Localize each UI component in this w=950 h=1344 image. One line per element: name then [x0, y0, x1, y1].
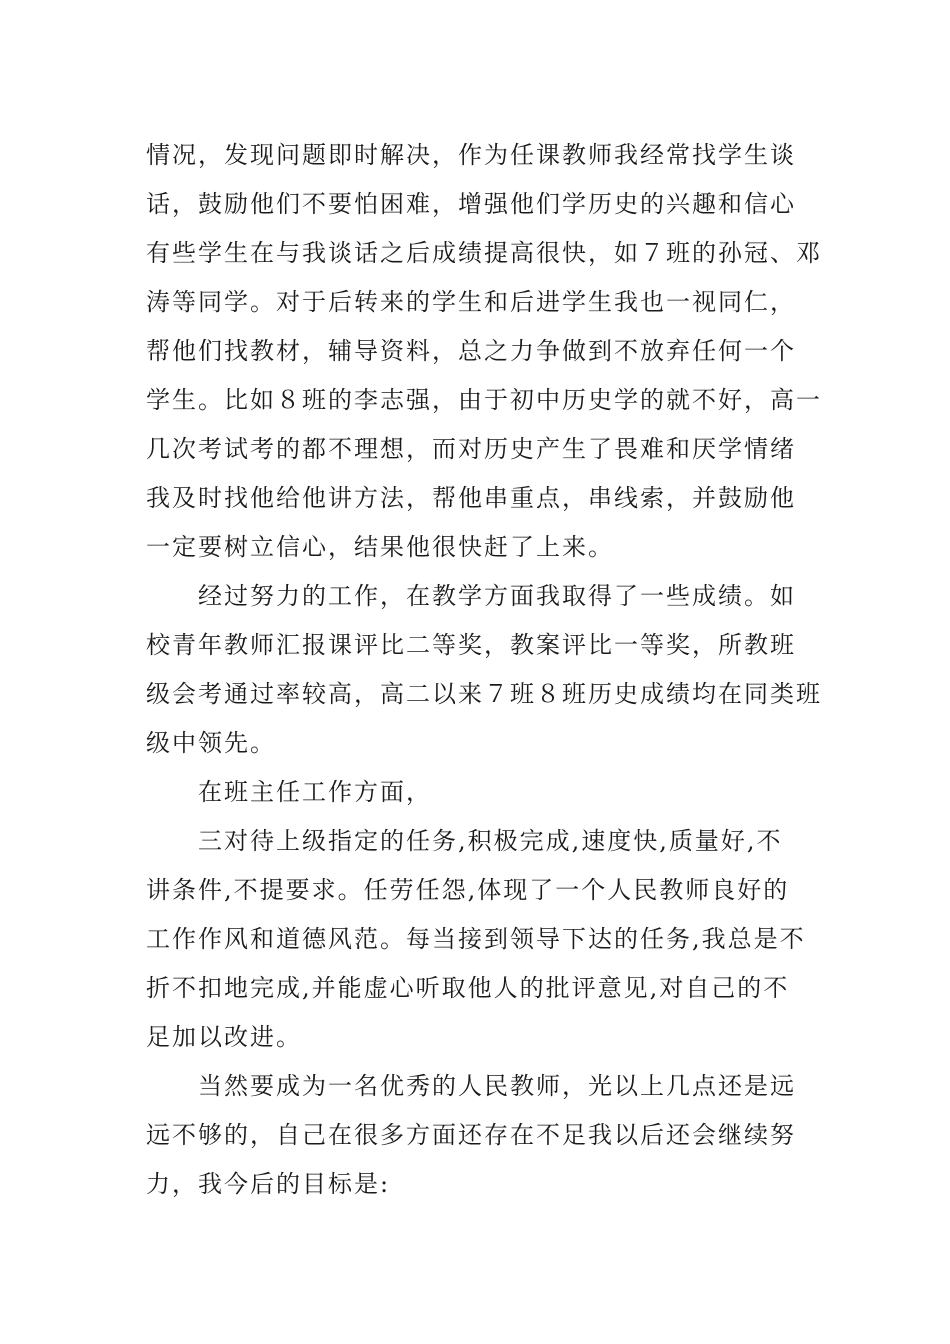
text-line: 几次考试考的都不理想，而对历史产生了畏难和厌学情绪 [146, 435, 796, 463]
text-line: 远不够的，自己在很多方面还存在不足我以后还会继续努 [146, 1121, 796, 1149]
text-line: 足加以改进。 [146, 1023, 302, 1051]
text-line: 情况，发现问题即时解决，作为任课教师我经常找学生谈 [146, 141, 796, 169]
text-line: 帮他们找教材，辅导资料，总之力争做到不放弃任何一个 [146, 337, 796, 365]
text-line: 当然要成为一名优秀的人民教师，光以上几点还是远 [198, 1072, 796, 1100]
text-line: 话，鼓励他们不要怕困难，增强他们学历史的兴趣和信心 [146, 190, 796, 218]
text-line: 经过努力的工作，在教学方面我取得了一些成绩。如 [198, 582, 796, 610]
text-line: 力，我今后的目标是: [146, 1170, 391, 1198]
text-line: 三对待上级指定的任务,积极完成,速度快,质量好,不 [198, 827, 783, 855]
text-line: 讲条件,不提要求。任劳任怨,体现了一个人民教师良好的 [146, 876, 790, 904]
text-line: 折不扣地完成,并能虚心听取他人的批评意见,对自己的不 [146, 974, 790, 1002]
text-line: 我及时找他给他讲方法，帮他串重点，串线索，并鼓励他 [146, 484, 796, 512]
text-line: 级中领先。 [146, 729, 276, 757]
text-line: 有些学生在与我谈话之后成绩提高很快，如７班的孙冠、邓 [146, 239, 822, 267]
text-line: 一定要树立信心，结果他很快赶了上来。 [146, 533, 614, 561]
text-line: 校青年教师汇报课评比二等奖，教案评比一等奖，所教班 [146, 631, 796, 659]
text-line: 涛等同学。对于后转来的学生和后进学生我也一视同仁， [146, 288, 796, 316]
text-line: 工作作风和道德风范。每当接到领导下达的任务,我总是不 [146, 925, 806, 953]
text-line: 在班主任工作方面， [198, 778, 432, 806]
text-line: 级会考通过率较高，高二以来７班８班历史成绩均在同类班 [146, 680, 822, 708]
text-line: 学生。比如８班的李志强，由于初中历史学的就不好，高一 [146, 386, 822, 414]
document-body [146, 131, 822, 1209]
